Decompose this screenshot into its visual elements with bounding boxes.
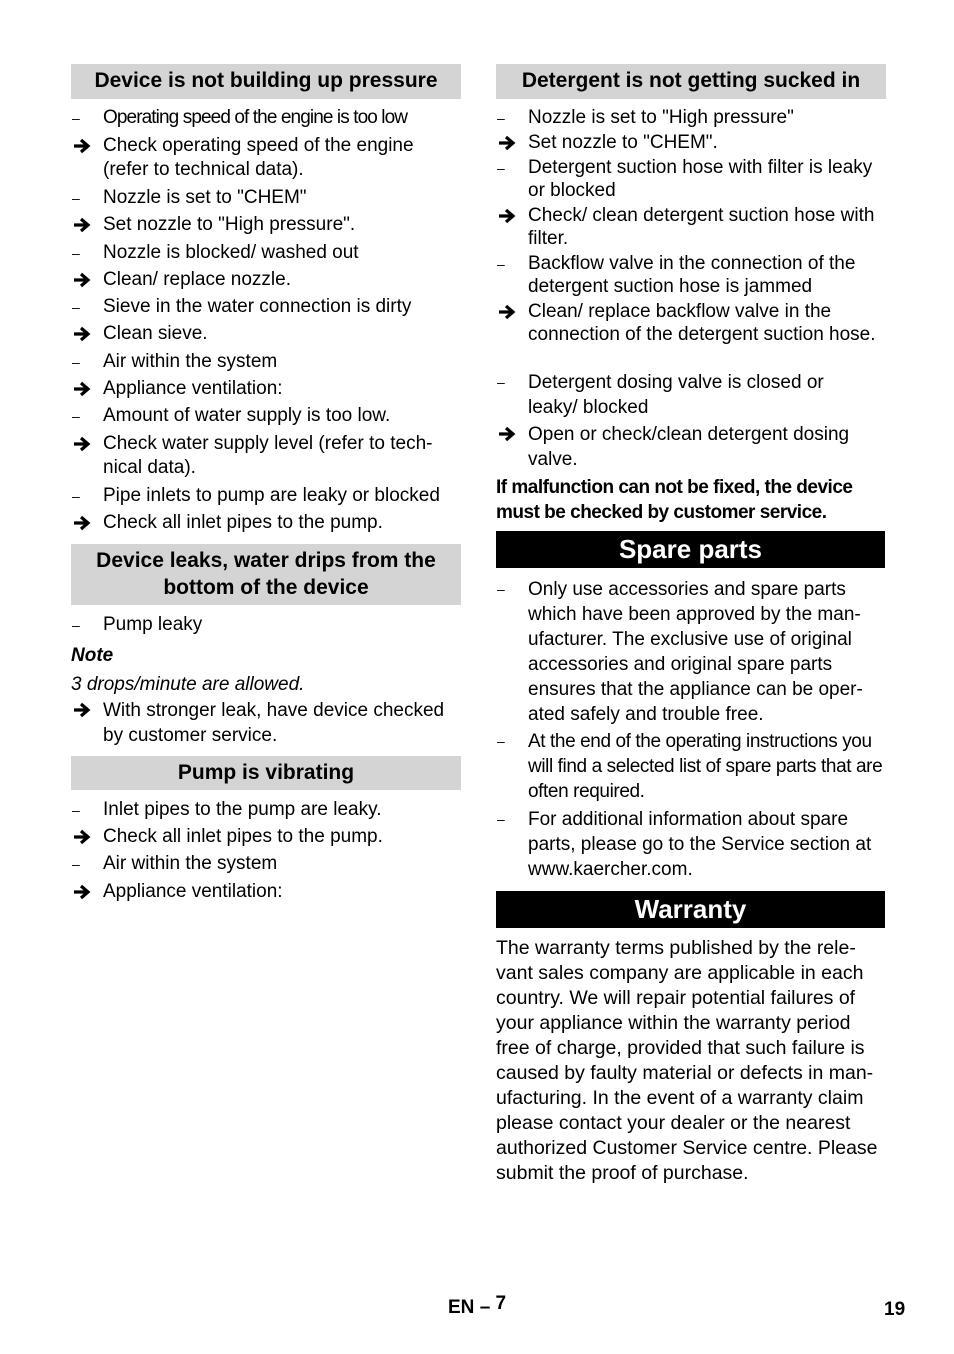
dash-bullet: – bbox=[497, 581, 505, 597]
dash-bullet: – bbox=[497, 256, 505, 272]
footer-language-code bbox=[448, 1293, 507, 1319]
dash-bullet: – bbox=[72, 110, 80, 126]
language-label: EN bbox=[448, 1297, 475, 1318]
dash-bullet: – bbox=[497, 374, 505, 390]
section-title-no-pressure: Device is not building up pressure bbox=[71, 64, 461, 99]
note-title: Note bbox=[71, 645, 114, 666]
dash-bullet: – bbox=[72, 617, 80, 633]
dash-bullet: – bbox=[497, 811, 505, 827]
dash-bullet: – bbox=[72, 190, 80, 206]
section-title-leaks: Device leaks, water drips from the bottom of the device bbox=[71, 544, 461, 605]
dash-bullet: – bbox=[72, 802, 80, 818]
section-title-warranty: Warranty bbox=[496, 891, 885, 928]
dash-bullet: – bbox=[497, 733, 505, 749]
dash-bullet: – bbox=[497, 160, 505, 176]
section-title-vibrating: Pump is vibrating bbox=[71, 756, 461, 790]
dash-bullet: – bbox=[72, 408, 80, 424]
section-title-spare-parts: Spare parts bbox=[496, 531, 885, 568]
dash-bullet: – bbox=[72, 488, 80, 504]
dash-bullet: – bbox=[72, 856, 80, 872]
warranty-text: The warranty terms published by the rele-vant sales company are applicable in each country. We will repair potential failures of your appliance within the warranty period free of charge, provided that such failure is caused by faulty material or defects in man-ufacturing. In the event of a warranty claim please contact your dealer or the nearest authorized Customer Service centre. Please submit the proof of purchase. bbox=[496, 937, 878, 1184]
dash-bullet: – bbox=[72, 354, 80, 370]
malfunction-note: If malfunction can not be fixed, the device must be checked by customer service. bbox=[496, 477, 853, 523]
dash-bullet: – bbox=[497, 110, 505, 126]
dash-bullet: – bbox=[72, 245, 80, 261]
dash-bullet: – bbox=[72, 299, 80, 315]
note-text: 3 drops/minute are allowed. bbox=[71, 674, 305, 695]
section-title-detergent: Detergent is not getting sucked in bbox=[496, 64, 886, 99]
footer-dash: – bbox=[479, 1297, 491, 1318]
page-number: 19 bbox=[884, 1299, 906, 1320]
section-page-number: 7 bbox=[495, 1293, 507, 1314]
